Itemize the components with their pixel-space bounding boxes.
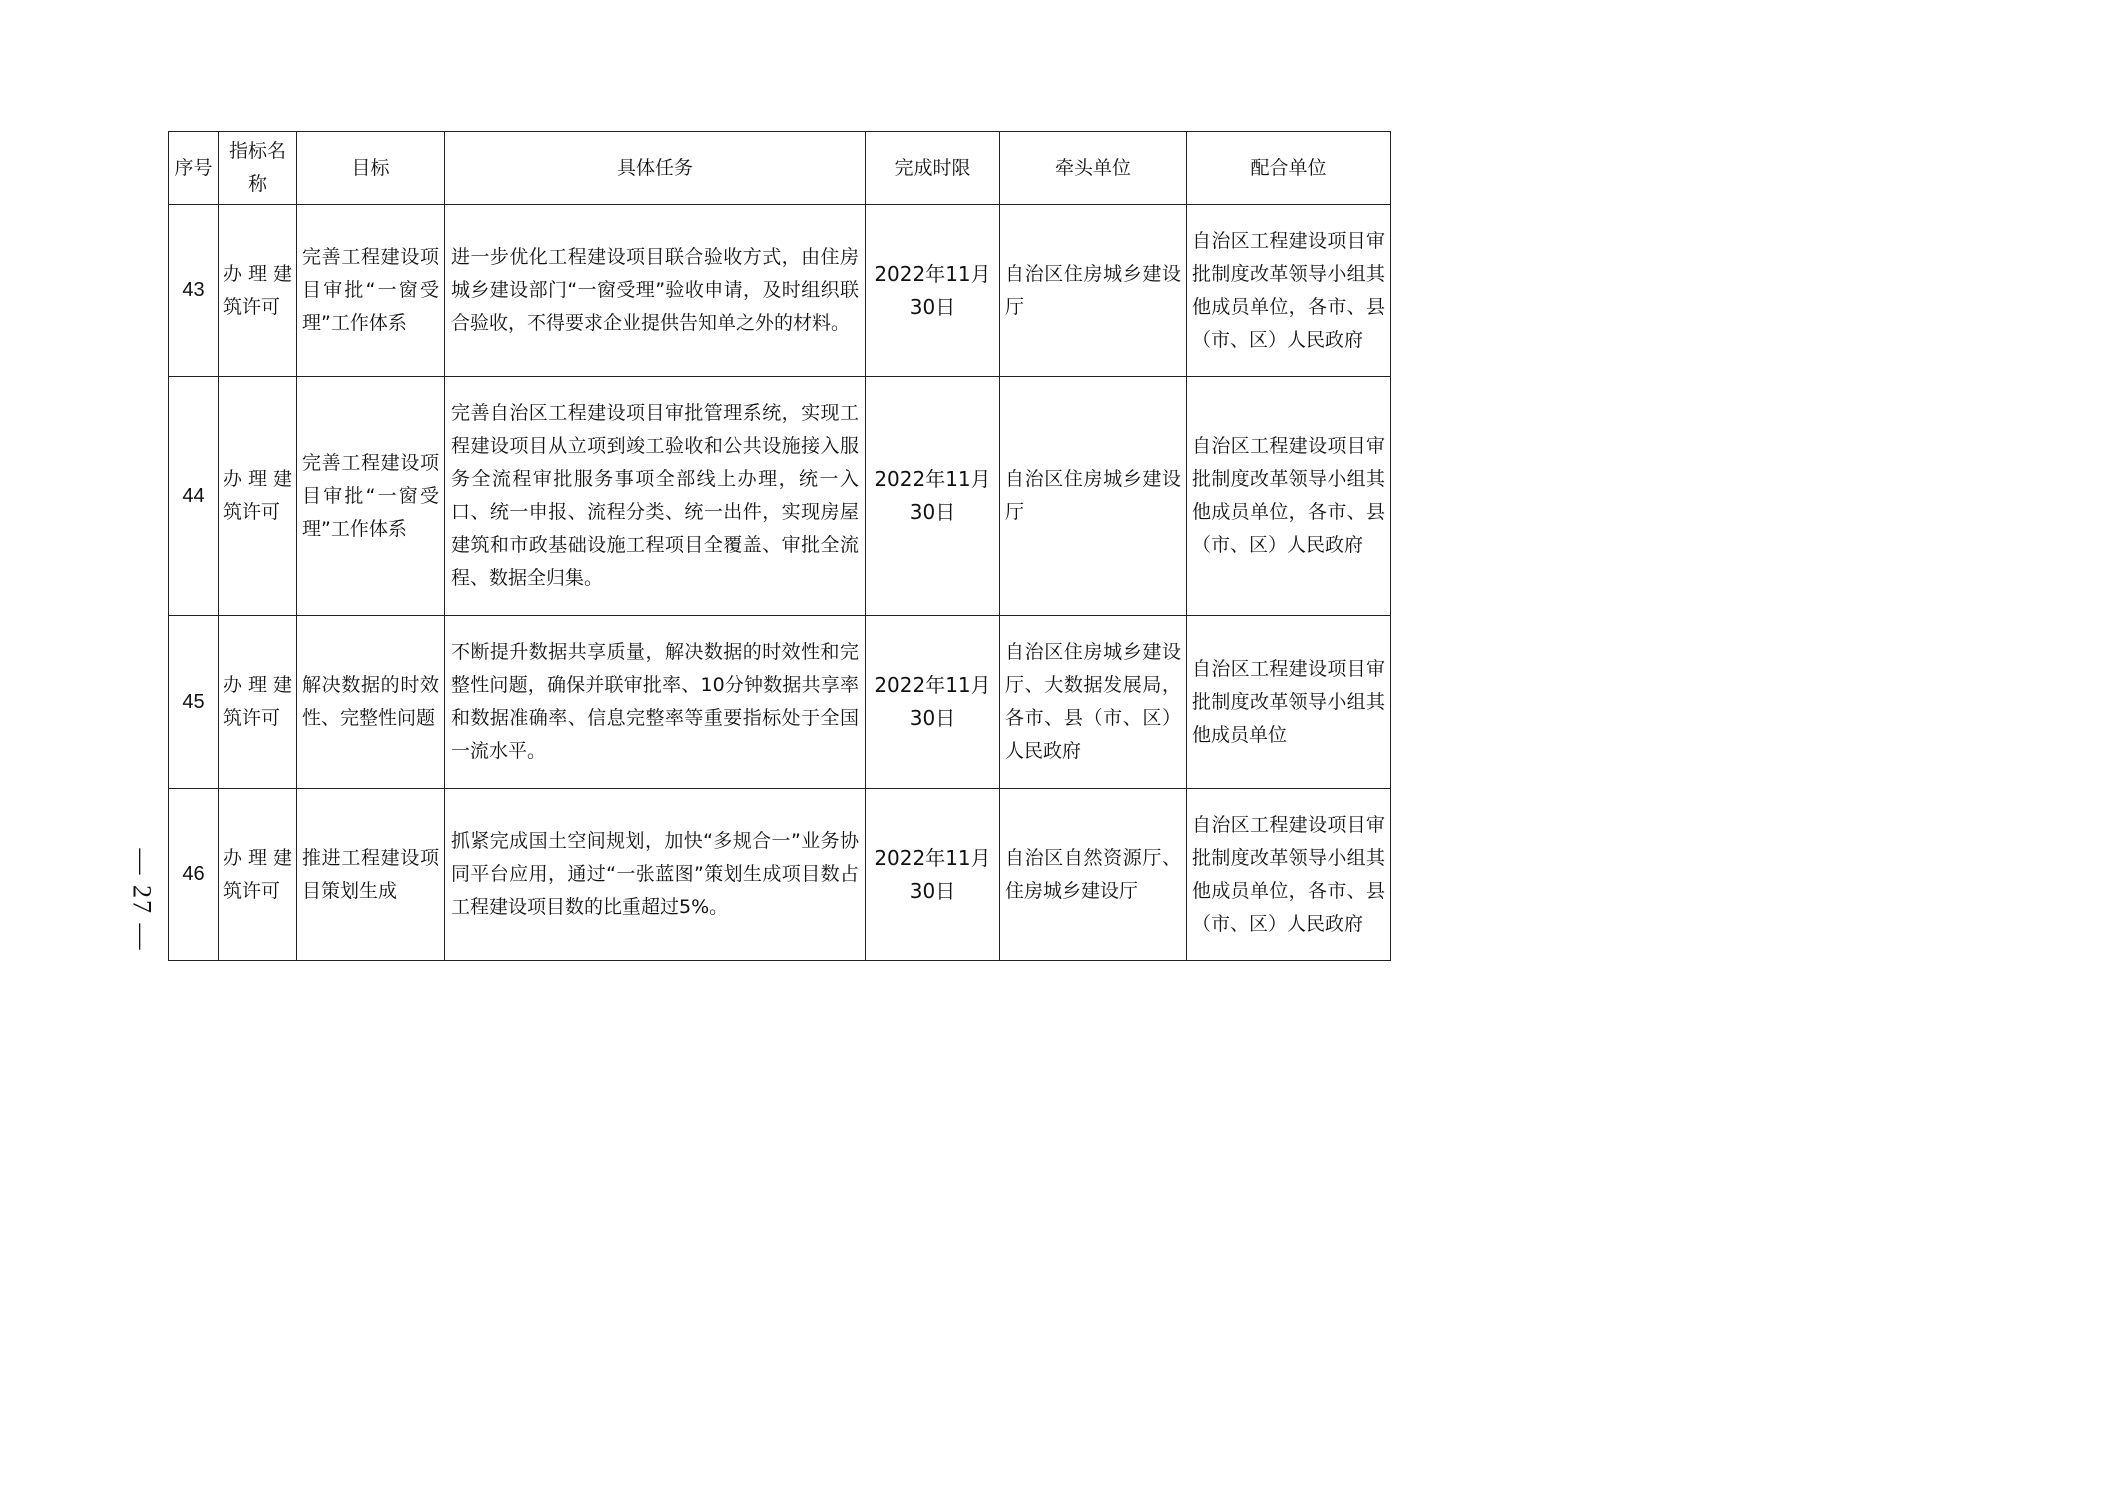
row-task: 完善自治区工程建设项目审批管理系统，实现工程建设项目从立项到竣工验收和公共设施接入服务全流程审批服务事项全部线上办理，统一入口、统一申报、流程分类、统一出件，实现房屋建筑和市政基础设施工程项目全覆盖、审批全流程、数据全归集。 (445, 377, 866, 616)
header-target: 目标 (297, 132, 445, 205)
row-number: 46 (169, 789, 219, 961)
row-cooperating-units: 自治区工程建设项目审批制度改革领导小组其他成员单位，各市、县（市、区）人民政府 (1187, 205, 1391, 377)
row-task: 抓紧完成国土空间规划，加快“多规合一”业务协同平台应用，通过“一张蓝图”策划生成项目数占工程建设项目数的比重超过5%。 (445, 789, 866, 961)
row-cooperating-units: 自治区工程建设项目审批制度改革领导小组其他成员单位 (1187, 616, 1391, 789)
header-lead-unit: 牵头单位 (1000, 132, 1187, 205)
row-indicator: 办理建筑许可 (219, 616, 297, 789)
header-row (169, 132, 1391, 205)
table-row (169, 789, 1391, 961)
header-cooperating-units: 配合单位 (1187, 132, 1391, 205)
row-cooperating-units: 自治区工程建设项目审批制度改革领导小组其他成员单位，各市、县（市、区）人民政府 (1187, 377, 1391, 616)
row-indicator: 办理建筑许可 (219, 377, 297, 616)
row-target: 解决数据的时效性、完整性问题 (297, 616, 445, 789)
row-lead-unit: 自治区住房城乡建设厅 (1000, 377, 1187, 616)
row-lead-unit: 自治区住房城乡建设厅、大数据发展局，各市、县（市、区）人民政府 (1000, 616, 1187, 789)
row-cooperating-units: 自治区工程建设项目审批制度改革领导小组其他成员单位，各市、县（市、区）人民政府 (1187, 789, 1391, 961)
row-number: 45 (169, 616, 219, 789)
row-deadline: 2022年11月30日 (866, 616, 1000, 789)
row-indicator: 办理建筑许可 (219, 205, 297, 377)
header-number: 序号 (169, 132, 219, 205)
header-indicator: 指标名称 (219, 132, 297, 205)
task-table (168, 131, 1391, 961)
row-task: 进一步优化工程建设项目联合验收方式，由住房城乡建设部门“一窗受理”验收申请，及时组织联合验收，不得要求企业提供告知单之外的材料。 (445, 205, 866, 377)
row-deadline: 2022年11月30日 (866, 789, 1000, 961)
row-lead-unit: 自治区自然资源厅、住房城乡建设厅 (1000, 789, 1187, 961)
header-task: 具体任务 (445, 132, 866, 205)
row-lead-unit: 自治区住房城乡建设厅 (1000, 205, 1187, 377)
row-deadline: 2022年11月30日 (866, 205, 1000, 377)
table-row (169, 377, 1391, 616)
header-deadline: 完成时限 (866, 132, 1000, 205)
row-deadline: 2022年11月30日 (866, 377, 1000, 616)
row-number: 43 (169, 205, 219, 377)
row-target: 完善工程建设项目审批“一窗受理”工作体系 (297, 205, 445, 377)
row-target: 完善工程建设项目审批“一窗受理”工作体系 (297, 377, 445, 616)
page-number-text: — 27 — (127, 848, 156, 952)
row-indicator: 办理建筑许可 (219, 789, 297, 961)
table-row (169, 616, 1391, 789)
page-number (118, 848, 164, 952)
row-task: 不断提升数据共享质量，解决数据的时效性和完整性问题，确保并联审批率、10分钟数据共享率和数据准确率、信息完整率等重要指标处于全国一流水平。 (445, 616, 866, 789)
row-target: 推进工程建设项目策划生成 (297, 789, 445, 961)
row-number: 44 (169, 377, 219, 616)
table-row (169, 205, 1391, 377)
